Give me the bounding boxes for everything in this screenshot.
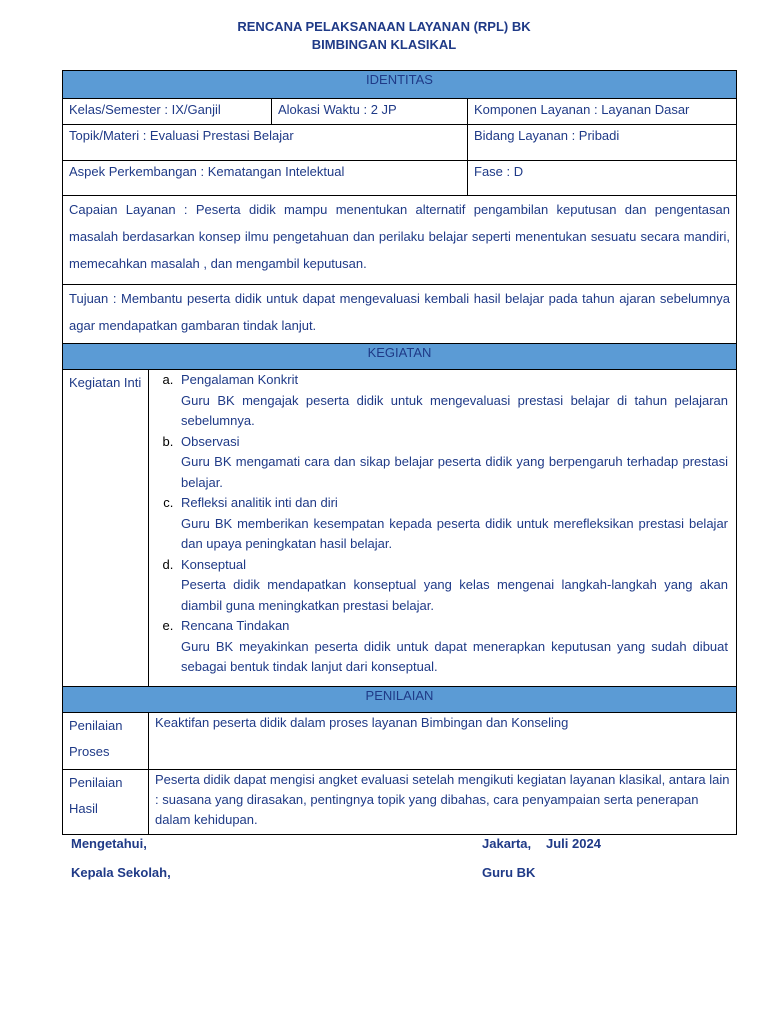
kegiatan-item bbox=[177, 432, 728, 494]
kegiatan-item-title: Pengalaman Konkrit bbox=[181, 372, 299, 387]
penilaian-header: PENILAIAN bbox=[63, 687, 737, 713]
kegiatan-item bbox=[177, 493, 728, 555]
kegiatan-item-desc: Guru BK memberikan kesempatan kepada peserta didik untuk merefleksikan prestasi belajar dan upaya peningkatan hasil belajar. bbox=[181, 515, 728, 551]
penilaian-proses-label: Penilaian Proses bbox=[63, 713, 149, 770]
capaian-layanan-cell: Capaian Layanan : Peserta didik mampu menentukan alternatif pengambilan keputusan dan pengentasan masalah berdasarkan konsep ilmu pengetahuan dan perilaku belajar seperti menentukan sesuatu secara mandiri, memecahkan masalah , dan mengambil keputusan. bbox=[63, 196, 737, 285]
kelas-semester-cell: Kelas/Semester : IX/Ganjil bbox=[63, 99, 272, 125]
kegiatan-item-desc: Guru BK mengamati cara dan sikap belajar peserta didik yang berpengaruh terhadap prestasi belajar. bbox=[181, 454, 728, 490]
identitas-header: IDENTITAS bbox=[63, 71, 737, 99]
kegiatan-item-title: Konseptual bbox=[181, 556, 247, 572]
place-label: Jakarta, bbox=[482, 836, 532, 851]
kepala-sekolah-label: Kepala Sekolah, bbox=[71, 865, 171, 880]
document-title-line2: BIMBINGAN KLASIKAL bbox=[311, 37, 457, 52]
kegiatan-item-desc: Peserta didik mendapatkan konseptual yang kelas mengenai langkah-langkah yang akan diambil guna meningkatkan prestasi belajar. bbox=[181, 577, 728, 613]
topik-materi-cell: Topik/Materi : Evaluasi Prestasi Belajar bbox=[63, 125, 468, 161]
kegiatan-list-cell bbox=[149, 370, 737, 687]
kegiatan-item bbox=[177, 370, 728, 432]
bidang-layanan-cell: Bidang Layanan : Pribadi bbox=[468, 125, 737, 161]
kegiatan-inti-label: Kegiatan Inti bbox=[63, 370, 149, 687]
kegiatan-item-desc: Guru BK mengajak peserta didik untuk mengevaluasi prestasi belajar di tahun pelajaran sebelumnya. bbox=[181, 392, 728, 428]
document-title-line1: RENCANA PELAKSANAAN LAYANAN (RPL) BK bbox=[237, 19, 531, 34]
kegiatan-list bbox=[155, 370, 728, 678]
tujuan-cell: Tujuan : Membantu peserta didik untuk dapat mengevaluasi kembali hasil belajar pada tahun ajaran sebelumnya agar mendapatkan gambaran tindak lanjut. bbox=[63, 285, 737, 344]
kegiatan-item bbox=[177, 616, 728, 678]
mengetahui-label: Mengetahui, bbox=[71, 836, 147, 851]
kegiatan-item bbox=[177, 555, 728, 617]
alokasi-waktu-cell: Alokasi Waktu : 2 JP bbox=[272, 99, 468, 125]
kegiatan-header: KEGIATAN bbox=[63, 344, 737, 370]
kegiatan-item-title: Refleksi analitik inti dan diri bbox=[181, 495, 338, 510]
penilaian-proses-text: Keaktifan peserta didik dalam proses layanan Bimbingan dan Konseling bbox=[149, 713, 737, 770]
penilaian-hasil-label: Penilaian Hasil bbox=[63, 770, 149, 835]
kegiatan-item-title: Observasi bbox=[181, 433, 240, 449]
penilaian-hasil-text: Peserta didik dapat mengisi angket evaluasi setelah mengikuti kegiatan layanan klasikal, antara lain : suasana yang dirasakan, pentingnya topik yang dibahas, cara penyampaian serta penerapan dalam kehidupan. bbox=[149, 770, 737, 835]
date-label: Juli 2024 bbox=[546, 836, 601, 851]
aspek-perkembangan-cell: Aspek Perkembangan : Kematangan Intelektual bbox=[63, 161, 468, 196]
guru-bk-label: Guru BK bbox=[482, 865, 536, 880]
komponen-layanan-cell: Komponen Layanan : Layanan Dasar bbox=[468, 99, 737, 125]
fase-cell: Fase : D bbox=[468, 161, 737, 196]
kegiatan-item-title: Rencana Tindakan bbox=[181, 618, 290, 633]
kegiatan-item-desc: Guru BK meyakinkan peserta didik untuk dapat menerapkan keputusan yang sudah dibuat sebagai bentuk tindak lanjut dari konseptual. bbox=[181, 638, 728, 674]
rpl-table bbox=[62, 70, 737, 835]
